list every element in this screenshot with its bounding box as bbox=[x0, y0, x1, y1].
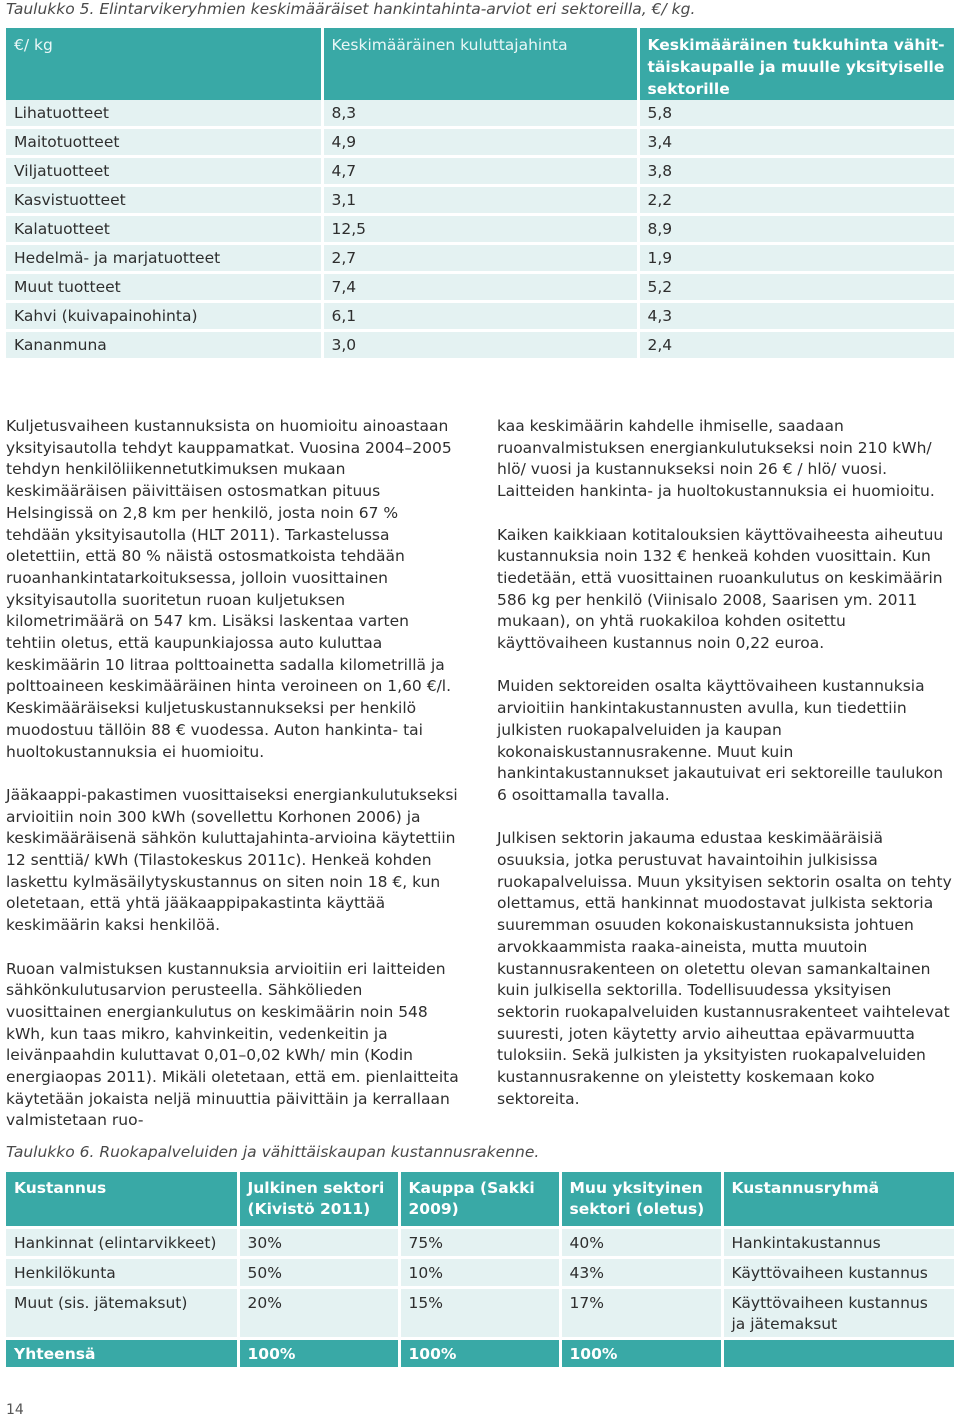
paragraph: Jääkaappi-pakastimen vuosittaiseksi energiankulutukseksi arvioitiin noin 300 kWh (sovellettu Korhonen 2006) ja keskimääräisenä sähkön kuluttajahinta-arvioina käytettiin 12 senttiä/ kWh (Tilastokeskus 2011c). Henkeä kohden laskettu kylmäsäilytyskustannus on siten noin 18 €, kun oletetaan, että yhtä jääkaappipakastinta käyttää keskimäärin kaksi henkilöä. bbox=[6, 785, 458, 935]
table-cell: 50% bbox=[238, 1258, 399, 1288]
table-cell: 7,4 bbox=[322, 273, 638, 302]
table-cell: 43% bbox=[560, 1258, 722, 1288]
table6-header-other-private: Muu yksityinen sektori (oletus) bbox=[560, 1172, 722, 1228]
table-cell: Henkilökunta bbox=[6, 1258, 238, 1288]
table-row bbox=[6, 302, 954, 331]
table5-header-wholesale-line: täiskaupalle ja muulle yksityiselle bbox=[647, 58, 945, 76]
left-text-column bbox=[6, 416, 462, 1154]
table-cell: 30% bbox=[238, 1228, 399, 1258]
paragraph: Julkisen sektorin jakauma edustaa keskimääräisiä osuuksia, jotka perustuvat havaintoihin julkisissa ruokapalveluissa. Muun yksityisen sektorin osalta on tehty olettamus, että hankinnat muodostavat julkista sektoria suuremman osuuden kokonaiskustannuksista johtuen arvokkaammista raaka-aineista, mutta muutoin kustannusrakenteen on oletettu olevan samankaltainen kuin julkisella sektorilla. Todellisuudessa yksityisen sektorin ruokapalveluiden kustannusrakenteet vaihtelevat suuresti, joten käytetty arvio aiheuttaa epävarmuutta tuloksiin. Sekä julkisten ja yksityisten ruokapalveluiden kustannusrakenne on yleistetty koskemaan koko sektoreita. bbox=[497, 829, 952, 1108]
table-cell: Maitotuotteet bbox=[6, 128, 322, 157]
paragraph: Muiden sektoreiden osalta käyttövaiheen kustannuksia arvioitiin hankintakustannusten avulla, kun tiedettiin julkisten ruokapalveluiden ja kaupan kokonaiskustannusrakenne. Muut kuin hankintakustannukset jakautuivat eri sektoreille taulukon 6 osoittamalla tavalla. bbox=[497, 677, 944, 804]
table6-header-row bbox=[6, 1172, 954, 1228]
table-cell: 8,9 bbox=[638, 215, 954, 244]
table-row bbox=[6, 331, 954, 360]
table-row bbox=[6, 215, 954, 244]
table-cell: 2,2 bbox=[638, 186, 954, 215]
table-row bbox=[6, 244, 954, 273]
table6-header-cost: Kustannus bbox=[6, 1172, 238, 1228]
table-row bbox=[6, 1288, 954, 1339]
table-cell: 3,8 bbox=[638, 157, 954, 186]
paragraph: Kaiken kaikkiaan kotitalouksien käyttövaiheesta aiheutuu kustannuksia noin 132 € henkeä kohden vuosittain. Kun tiedetään, että vuosittainen ruoankulutus on keskimäärin 586 kg per henkilö (Viinisalo 2008, Saarisen ym. 2011 mukaan), on yhtä ruokakiloa kohden ositettu käyttövaiheen kustannus noin 0,22 euroa. bbox=[497, 525, 944, 653]
table5 bbox=[6, 28, 954, 361]
table5-header-wholesale-line: sektorille bbox=[647, 80, 730, 98]
table6-header-retail: Kauppa (Sakki 2009) bbox=[399, 1172, 560, 1228]
table-cell: 3,4 bbox=[638, 128, 954, 157]
table-row bbox=[6, 1228, 954, 1258]
table-cell: 75% bbox=[399, 1228, 560, 1258]
table-cell: 1,9 bbox=[638, 244, 954, 273]
table-cell: 17% bbox=[560, 1288, 722, 1339]
table-cell: Muut (sis. jätemaksut) bbox=[6, 1288, 238, 1339]
table-cell: 10% bbox=[399, 1258, 560, 1288]
table-cell: Yhteensä bbox=[6, 1339, 238, 1368]
table5-header-consumer-price: Keskimääräinen kuluttajahinta bbox=[322, 28, 638, 100]
table-row bbox=[6, 1258, 954, 1288]
table-row bbox=[6, 157, 954, 186]
table6-caption: Taulukko 6. Ruokapalveluiden ja vähittäiskaupan kustannusrakenne. bbox=[6, 1143, 540, 1161]
table-row bbox=[6, 128, 954, 157]
table-cell: 2,7 bbox=[322, 244, 638, 273]
table-cell: 6,1 bbox=[322, 302, 638, 331]
table-cell: 15% bbox=[399, 1288, 560, 1339]
table-cell: 3,1 bbox=[322, 186, 638, 215]
table5-caption: Taulukko 5. Elintarvikeryhmien keskimääräiset hankintahinta-arviot eri sektoreilla, €/ kg. bbox=[6, 0, 696, 18]
table-row bbox=[6, 186, 954, 215]
table5-header-wholesale-price bbox=[638, 28, 954, 100]
table-row bbox=[6, 100, 954, 128]
paragraph: kaa keskimäärin kahdelle ihmiselle, saadaan ruoanvalmistuksen energiankulutukseksi noin 210 kWh/ hlö/ vuosi ja kustannukseksi noin 26 € / hlö/ vuosi. Laitteiden hankinta- ja huoltokustannuksia ei huomioitu. bbox=[497, 417, 935, 501]
table-cell: Kahvi (kuivapainohinta) bbox=[6, 302, 322, 331]
table-cell: Hankinnat (elintarvikkeet) bbox=[6, 1228, 238, 1258]
table5-header-row bbox=[6, 28, 954, 100]
table-row bbox=[6, 273, 954, 302]
table-cell: 100% bbox=[238, 1339, 399, 1368]
table-cell: Hankintakustannus bbox=[722, 1228, 954, 1258]
table-cell bbox=[722, 1339, 954, 1368]
table-cell: 8,3 bbox=[322, 100, 638, 128]
table-cell: Käyttövaiheen kustannus bbox=[722, 1258, 954, 1288]
table6-header-public: Julkinen sektori (Kivistö 2011) bbox=[238, 1172, 399, 1228]
table-cell: Kananmuna bbox=[6, 331, 322, 360]
table5-header-wholesale-line: Keskimääräinen tukkuhinta vähit- bbox=[647, 36, 945, 54]
table-total-row bbox=[6, 1339, 954, 1368]
table-cell: 5,2 bbox=[638, 273, 954, 302]
table-cell: Kalatuotteet bbox=[6, 215, 322, 244]
right-text-column bbox=[497, 416, 953, 1132]
table-cell: 12,5 bbox=[322, 215, 638, 244]
table-cell: Kasvistuotteet bbox=[6, 186, 322, 215]
table6-header-cost-group: Kustannusryhmä bbox=[722, 1172, 954, 1228]
table-cell: 20% bbox=[238, 1288, 399, 1339]
table-cell: 4,3 bbox=[638, 302, 954, 331]
paragraph: Kuljetusvaiheen kustannuksista on huomioitu ainoastaan yksityisautolla tehdyt kauppamatkat. Vuosina 2004–2005 tehdyn henkilöliikennetutkimuksen mukaan keskimääräisen päivittäisen ostosmatkan pituus Helsingissä on 2,8 km per henkilö, josta noin 67 % tehdään yksityisautolla (HLT 2011). Tarkastelussa oletettiin, että 80 % näistä ostosmatkoista tehdään ruoanhankintatarkoituksessa, jolloin vuosittainen yksityisautolla suoritetun ruoan kuljetuksen kilometrimäärä on 547 km. Lisäksi laskentaa varten tehtiin oletus, että kaupunkiajossa auto kuluttaa keskimäärin 10 litraa polttoainetta sadalla kilometrillä ja polttoaineen keskimääräinen hinta veroineen on 1,60 €/l. Keskimääräiseksi kuljetuskustannukseksi per henkilö muodostuu tällöin 88 € vuodessa. Auton hankinta- tai huoltokustannuksia ei huomioitu. bbox=[6, 417, 452, 761]
table-cell: Muut tuotteet bbox=[6, 273, 322, 302]
table-cell: 40% bbox=[560, 1228, 722, 1258]
table-cell: 4,9 bbox=[322, 128, 638, 157]
table5-header-unit: €/ kg bbox=[6, 28, 322, 100]
table6 bbox=[6, 1172, 954, 1367]
table-cell: 100% bbox=[560, 1339, 722, 1368]
table-cell: Viljatuotteet bbox=[6, 157, 322, 186]
table-cell: 2,4 bbox=[638, 331, 954, 360]
table-cell: 4,7 bbox=[322, 157, 638, 186]
table-cell: Käyttövaiheen kustannus ja jätemaksut bbox=[722, 1288, 954, 1339]
table-cell: Lihatuotteet bbox=[6, 100, 322, 128]
table-cell: Hedelmä- ja marjatuotteet bbox=[6, 244, 322, 273]
table-cell: 5,8 bbox=[638, 100, 954, 128]
table-cell: 100% bbox=[399, 1339, 560, 1368]
page-number: 14 bbox=[6, 1402, 24, 1418]
paragraph: Ruoan valmistuksen kustannuksia arvioitiin eri laitteiden sähkönkulutusarvion perusteella. Sähkölieden vuosittainen energiankulutus on keskimäärin noin 548 kWh, kun taas mikro, kahvinkeitin, vedenkeitin ja leivänpaahdin kuluttavat 0,01–0,02 kWh/ min (Kodin energiaopas 2011). Mikäli oletetaan, että em. pienlaitteita käytetään jokaista neljä minuuttia päivittäin ja kerrallaan valmistetaan ruo- bbox=[6, 959, 459, 1130]
table-cell: 3,0 bbox=[322, 331, 638, 360]
